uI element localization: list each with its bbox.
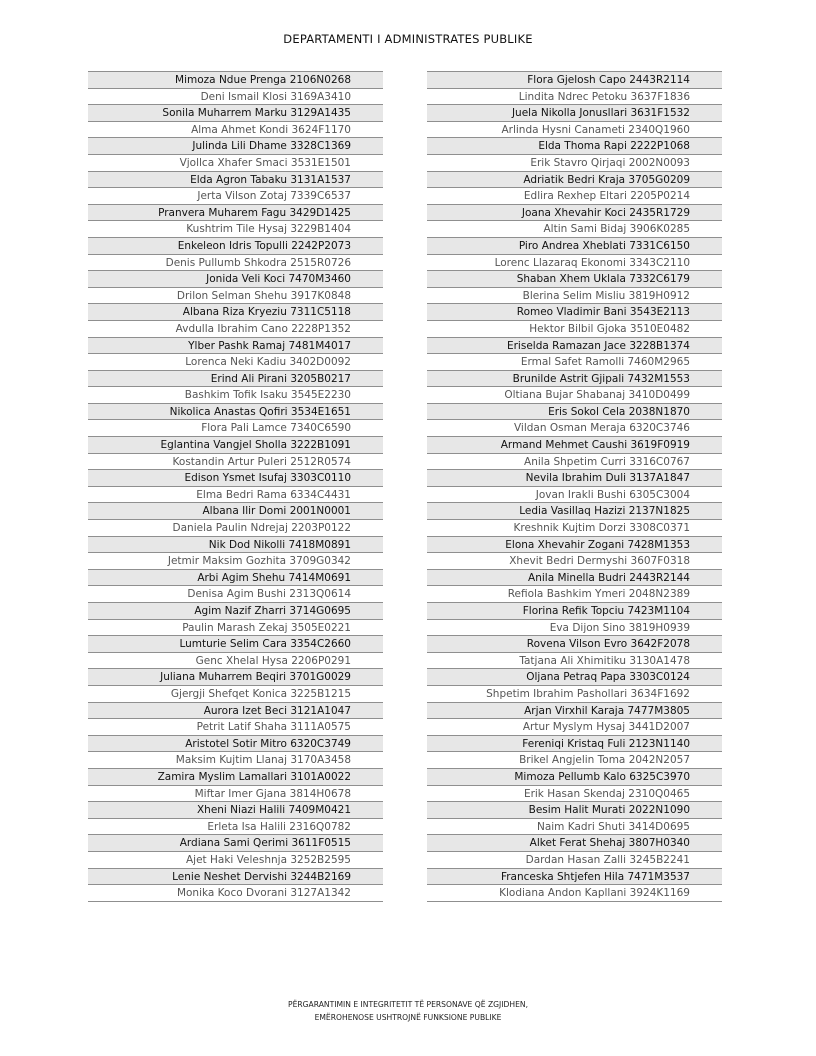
list-item: Lorenca Neki Kadiu 3402D0092 (88, 354, 383, 371)
list-item: Vildan Osman Meraja 6320C3746 (427, 420, 722, 437)
list-item: Enkeleon Idris Topulli 2242P2073 (88, 238, 383, 255)
list-item: Zamira Myslim Lamallari 3101A0022 (88, 769, 383, 786)
list-item: Florina Refik Topciu 7423M1104 (427, 603, 722, 620)
list-item: Gjergji Shefqet Konica 3225B1215 (88, 686, 383, 703)
list-item: Artur Myslym Hysaj 3441D2007 (427, 719, 722, 736)
list-item: Albana Ilir Domi 2001N0001 (88, 503, 383, 520)
list-item: Arjan Virxhil Karaja 7477M3805 (427, 703, 722, 720)
list-item: Miftar Imer Gjana 3814H0678 (88, 786, 383, 803)
list-item: Juliana Muharrem Beqiri 3701G0029 (88, 669, 383, 686)
list-item: Mimoza Pellumb Kalo 6325C3970 (427, 769, 722, 786)
list-item: Daniela Paulin Ndrejaj 2203P0122 (88, 520, 383, 537)
list-item: Edison Ysmet Isufaj 3303C0110 (88, 470, 383, 487)
list-item: Erind Ali Pirani 3205B0217 (88, 371, 383, 388)
list-item: Aurora Izet Beci 3121A1047 (88, 703, 383, 720)
list-item: Ardiana Sami Qerimi 3611F0515 (88, 835, 383, 852)
list-item: Jovan Irakli Bushi 6305C3004 (427, 487, 722, 504)
list-item: Drilon Selman Shehu 3917K0848 (88, 288, 383, 305)
footer-line-1: PËRGARANTIMIN E INTEGRITETIT TË PERSONAVE QË ZGJIDHEN, (288, 1000, 528, 1009)
list-item: Lorenc Llazaraq Ekonomi 3343C2110 (427, 255, 722, 272)
list-item: Blerina Selim Misliu 3819H0912 (427, 288, 722, 305)
list-item: Alket Ferat Shehaj 3807H0340 (427, 835, 722, 852)
list-item: Eriselda Ramazan Jace 3228B1374 (427, 338, 722, 355)
list-item: Nikolica Anastas Qofiri 3534E1651 (88, 404, 383, 421)
list-item: Joana Xhevahir Koci 2435R1729 (427, 205, 722, 222)
list-item: Dardan Hasan Zalli 3245B2241 (427, 852, 722, 869)
page-footer (0, 998, 816, 1024)
left-name-list (88, 71, 383, 902)
list-item: Alma Ahmet Kondi 3624F1170 (88, 122, 383, 139)
list-item: Xheni Niazi Halili 7409M0421 (88, 802, 383, 819)
list-item: Mimoza Ndue Prenga 2106N0268 (88, 72, 383, 89)
list-item: Julinda Lili Dhame 3328C1369 (88, 138, 383, 155)
list-item: Ajet Haki Veleshnja 3252B2595 (88, 852, 383, 869)
list-item: Oljana Petraq Papa 3303C0124 (427, 669, 722, 686)
list-item: Arbi Agim Shehu 7414M0691 (88, 570, 383, 587)
list-item: Tatjana Ali Xhimitiku 3130A1478 (427, 653, 722, 670)
list-item: Jerta Vilson Zotaj 7339C6537 (88, 188, 383, 205)
list-item: Arlinda Hysni Canameti 2340Q1960 (427, 122, 722, 139)
list-item: Jonida Veli Koci 7470M3460 (88, 271, 383, 288)
list-item: Naim Kadri Shuti 3414D0695 (427, 819, 722, 836)
list-item: Xhevit Bedri Dermyshi 3607F0318 (427, 553, 722, 570)
list-item: Lindita Ndrec Petoku 3637F1836 (427, 89, 722, 106)
list-item: Franceska Shtjefen Hila 7471M3537 (427, 869, 722, 886)
list-item: Rovena Vilson Evro 3642F2078 (427, 636, 722, 653)
list-item: Nik Dod Nikolli 7418M0891 (88, 537, 383, 554)
list-item: Kostandin Artur Puleri 2512R0574 (88, 454, 383, 471)
list-item: Elda Thoma Rapi 2222P1068 (427, 138, 722, 155)
list-item: Edlira Rexhep Eltari 2205P0214 (427, 188, 722, 205)
list-item: Refiola Bashkim Ymeri 2048N2389 (427, 586, 722, 603)
list-item: Hektor Bilbil Gjoka 3510E0482 (427, 321, 722, 338)
list-item: Elma Bedri Rama 6334C4431 (88, 487, 383, 504)
list-item: Bashkim Tofik Isaku 3545E2230 (88, 387, 383, 404)
list-item: Erik Hasan Skendaj 2310Q0465 (427, 786, 722, 803)
list-item: Erik Stavro Qirjaqi 2002N0093 (427, 155, 722, 172)
list-item: Juela Nikolla Jonusllari 3631F1532 (427, 105, 722, 122)
list-item: Brunilde Astrit Gjipali 7432M1553 (427, 371, 722, 388)
list-item: Anila Minella Budri 2443R2144 (427, 570, 722, 587)
list-item: Elda Agron Tabaku 3131A1537 (88, 172, 383, 189)
list-item: Altin Sami Bidaj 3906K0285 (427, 221, 722, 238)
list-item: Pranvera Muharem Fagu 3429D1425 (88, 205, 383, 222)
list-item: Lenie Neshet Dervishi 3244B2169 (88, 869, 383, 886)
list-item: Elona Xhevahir Zogani 7428M1353 (427, 537, 722, 554)
list-item: Kushtrim Tile Hysaj 3229B1404 (88, 221, 383, 238)
list-item: Monika Koco Dvorani 3127A1342 (88, 885, 383, 902)
list-item: Piro Andrea Xheblati 7331C6150 (427, 238, 722, 255)
list-item: Eglantina Vangjel Sholla 3222B1091 (88, 437, 383, 454)
list-item: Paulin Marash Zekaj 3505E0221 (88, 620, 383, 637)
list-item: Ledia Vasillaq Hazizi 2137N1825 (427, 503, 722, 520)
right-name-list (427, 71, 722, 902)
list-item: Flora Gjelosh Capo 2443R2114 (427, 72, 722, 89)
list-item: Erleta Isa Halili 2316Q0782 (88, 819, 383, 836)
list-item: Maksim Kujtim Llanaj 3170A3458 (88, 752, 383, 769)
list-item: Aristotel Sotir Mitro 6320C3749 (88, 736, 383, 753)
footer-line-2: EMËROHENOSE USHTROJNË FUNKSIONE PUBLIKE (314, 1013, 502, 1022)
list-item: Vjollca Xhafer Smaci 3531E1501 (88, 155, 383, 172)
list-item: Shaban Xhem Uklala 7332C6179 (427, 271, 722, 288)
list-item: Sonila Muharrem Marku 3129A1435 (88, 105, 383, 122)
list-item: Deni Ismail Klosi 3169A3410 (88, 89, 383, 106)
list-item: Agim Nazif Zharri 3714G0695 (88, 603, 383, 620)
list-item: Nevila Ibrahim Duli 3137A1847 (427, 470, 722, 487)
list-item: Petrit Latif Shaha 3111A0575 (88, 719, 383, 736)
list-item: Denisa Agim Bushi 2313Q0614 (88, 586, 383, 603)
list-item: Genc Xhelal Hysa 2206P0291 (88, 653, 383, 670)
list-item: Flora Pali Lamce 7340C6590 (88, 420, 383, 437)
list-item: Klodiana Andon Kapllani 3924K1169 (427, 885, 722, 902)
list-item: Armand Mehmet Caushi 3619F0919 (427, 437, 722, 454)
list-item: Anila Shpetim Curri 3316C0767 (427, 454, 722, 471)
page-title: DEPARTAMENTI I ADMINISTRATES PUBLIKE (283, 32, 533, 46)
list-item: Albana Riza Kryeziu 7311C5118 (88, 304, 383, 321)
list-item: Lumturie Selim Cara 3354C2660 (88, 636, 383, 653)
list-item: Denis Pullumb Shkodra 2515R0726 (88, 255, 383, 272)
list-item: Jetmir Maksim Gozhita 3709G0342 (88, 553, 383, 570)
list-item: Fereniqi Kristaq Fuli 2123N1140 (427, 736, 722, 753)
list-item: Ylber Pashk Ramaj 7481M4017 (88, 338, 383, 355)
list-item: Eris Sokol Cela 2038N1870 (427, 404, 722, 421)
list-item: Besim Halit Murati 2022N1090 (427, 802, 722, 819)
list-item: Ermal Safet Ramolli 7460M2965 (427, 354, 722, 371)
list-item: Shpetim Ibrahim Pashollari 3634F1692 (427, 686, 722, 703)
list-item: Avdulla Ibrahim Cano 2228P1352 (88, 321, 383, 338)
list-item: Romeo Vladimir Bani 3543E2113 (427, 304, 722, 321)
list-item: Kreshnik Kujtim Dorzi 3308C0371 (427, 520, 722, 537)
list-item: Adriatik Bedri Kraja 3705G0209 (427, 172, 722, 189)
list-item: Eva Dijon Sino 3819H0939 (427, 620, 722, 637)
list-item: Oltiana Bujar Shabanaj 3410D0499 (427, 387, 722, 404)
list-item: Brikel Angjelin Toma 2042N2057 (427, 752, 722, 769)
